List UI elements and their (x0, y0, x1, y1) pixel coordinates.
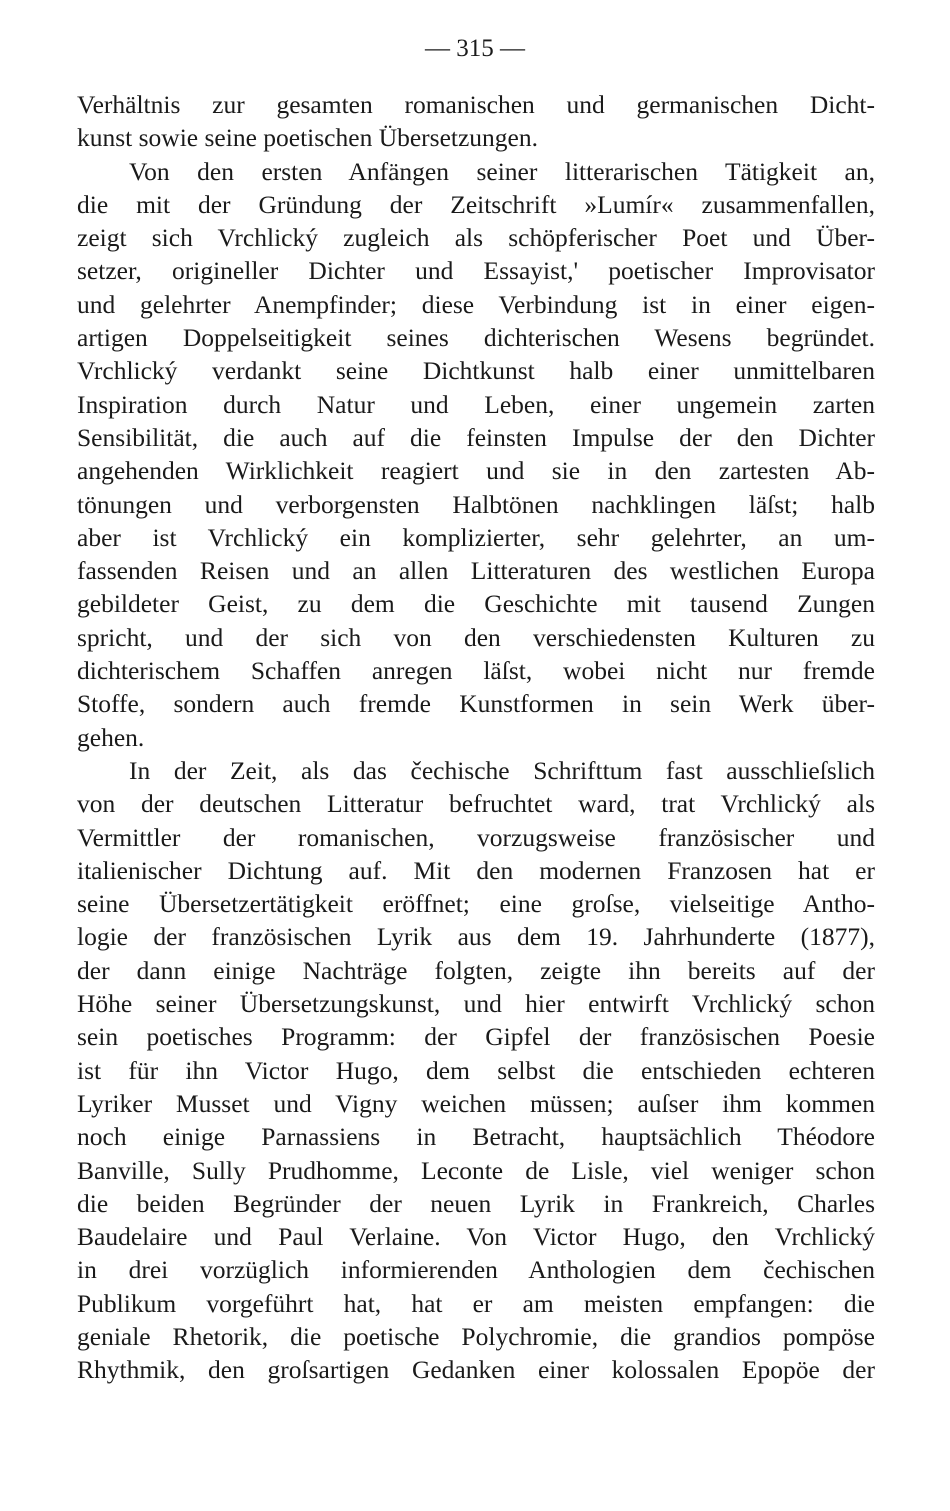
text-line: Inspiration durch Natur und Leben, einer ungemein zarten (77, 389, 875, 419)
text-line: der dann einige Nachträge folgten, zeigte ihn bereits auf der (77, 955, 875, 985)
text-line: fassenden Reisen und an allen Litteraturen des westlichen Europa (77, 556, 875, 586)
text-line: in drei vorzüglich informierenden Anthologien dem čechischen (77, 1255, 875, 1285)
text-line: tönungen und verborgensten Halbtönen nachklingen läſst; halb (77, 489, 875, 519)
text-line: von der deutschen Litteratur befruchtet ward, trat Vrchlický als (77, 789, 875, 819)
text-line: Rhythmik, den groſsartigen Gedanken einer kolossalen Epopöe der (77, 1355, 875, 1385)
text-line: italienischer Dichtung auf. Mit den modernen Franzosen hat er (77, 855, 875, 885)
text-line: angehenden Wirklichkeit reagiert und sie in den zartesten Ab- (77, 456, 875, 486)
text-line: Sensibilität, die auch auf die feinsten Impulse der den Dichter (77, 422, 875, 452)
text-line: Publikum vorgeführt hat, hat er am meisten empfangen: die (77, 1288, 875, 1318)
text-line: Lyriker Musset und Vigny weichen müssen; auſser ihm kommen (77, 1088, 875, 1118)
text-line: geniale Rhetorik, die poetische Polychromie, die grandios pompöse (77, 1321, 875, 1351)
text-line: gebildeter Geist, zu dem die Geschichte mit tausend Zungen (77, 589, 875, 619)
text-line: dichterischem Schaffen anregen läſst, wobei nicht nur fremde (77, 656, 875, 686)
text-line: Vrchlický verdankt seine Dichtkunst halb einer unmittelbaren (77, 356, 875, 386)
text-line: zeigt sich Vrchlický zugleich als schöpferischer Poet und Über- (77, 223, 875, 253)
text-line: die mit der Gründung der Zeitschrift »Lumír« zusammenfallen, (77, 189, 875, 219)
text-line: und gelehrter Anempfinder; diese Verbindung ist in einer eigen- (77, 289, 875, 319)
text-line: logie der französischen Lyrik aus dem 19. Jahrhunderte (1877), (77, 922, 875, 952)
text-line: sein poetisches Programm: der Gipfel der französischen Poesie (77, 1022, 875, 1052)
text-line: Verhältnis zur gesamten romanischen und germanischen Dicht- (77, 90, 875, 119)
text-line: die beiden Begründer der neuen Lyrik in Frankreich, Charles (77, 1188, 875, 1218)
text-line: noch einige Parnassiens in Betracht, hauptsächlich Théodore (77, 1122, 875, 1152)
body-text (77, 88, 875, 1387)
text-line: In der Zeit, als das čechische Schrifttum fast ausschlieſslich (129, 755, 875, 785)
text-line: aber ist Vrchlický ein komplizierter, sehr gelehrter, an um- (77, 522, 875, 552)
text-line: setzer, origineller Dichter und Essayist,' poetischer Improvisator (77, 256, 875, 286)
text-line: seine Übersetzertätigkeit eröffnet; eine groſse, vielseitige Antho- (77, 889, 875, 919)
text-line: Banville, Sully Prudhomme, Leconte de Lisle, viel weniger schon (77, 1155, 875, 1185)
text-line: artigen Doppelseitigkeit seines dichterischen Wesens begründet. (77, 323, 875, 353)
text-line: spricht, und der sich von den verschiedensten Kulturen zu (77, 622, 875, 652)
text-line: Stoffe, sondern auch fremde Kunstformen in sein Werk über- (77, 689, 875, 719)
text-line: gehen. (77, 722, 145, 752)
text-line: kunst sowie seine poetischen Übersetzungen. (77, 123, 539, 153)
text-line: Baudelaire und Paul Verlaine. Von Victor Hugo, den Vrchlický (77, 1222, 875, 1252)
text-line: Von den ersten Anfängen seiner litterarischen Tätigkeit an, (129, 156, 875, 186)
text-line: Vermittler der romanischen, vorzugsweise französischer und (77, 822, 875, 852)
page-number: — 315 — (425, 35, 525, 62)
text-line: ist für ihn Victor Hugo, dem selbst die entschieden echteren (77, 1055, 875, 1085)
text-line: Höhe seiner Übersetzungskunst, und hier entwirft Vrchlický schon (77, 989, 875, 1019)
